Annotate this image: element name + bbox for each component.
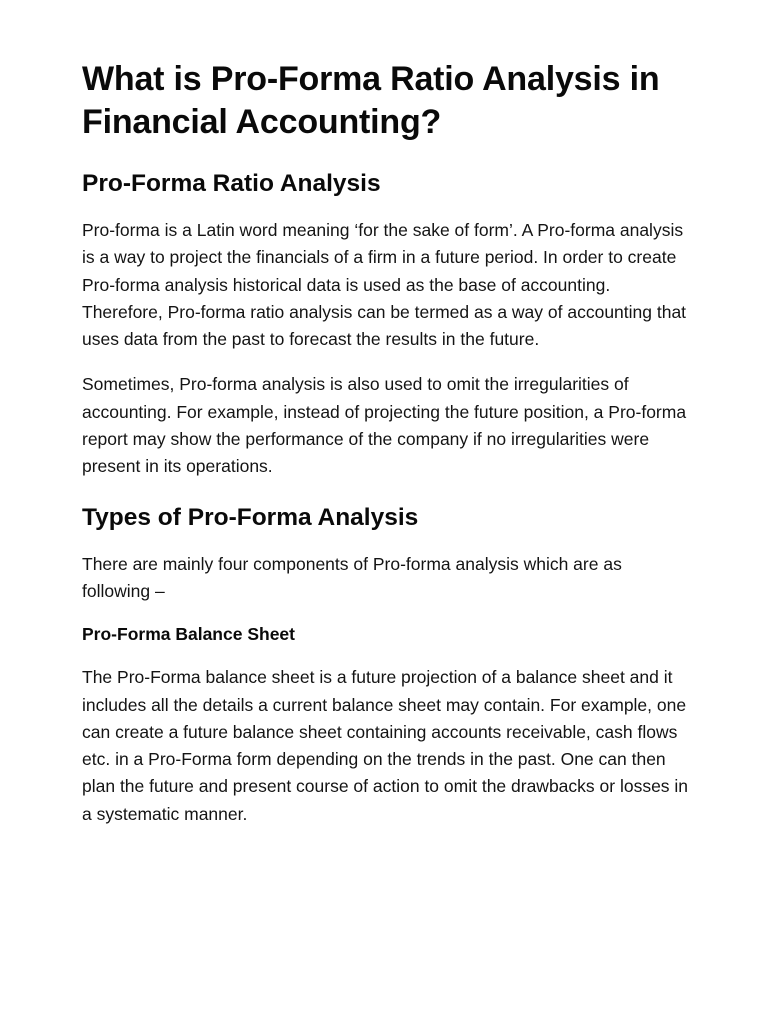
subsection-pro-forma-balance-sheet xyxy=(82,623,692,828)
paragraph: Pro-forma is a Latin word meaning ‘for the sake of form’. A Pro-forma analysis is a way to project the financials of a firm in a future period. In order to create Pro-forma analysis historical data is used as the base of accounting. Therefore, Pro-forma ratio analysis can be termed as a way of accounting that uses data from the past to forecast the results in the future. xyxy=(82,220,687,350)
section-pro-forma-ratio-analysis xyxy=(82,169,692,481)
article xyxy=(82,58,692,828)
paragraph: There are mainly four components of Pro-forma analysis which are as following – xyxy=(82,553,622,601)
paragraph: The Pro-Forma balance sheet is a future projection of a balance sheet and it includes all the details a current balance sheet may contain. For example, one can create a future balance sheet containing accounts receivable, cash flows etc. in a Pro-Forma form depending on the trends in the past. One can then plan the future and present course of action to omit the drawbacks or losses in a systematic manner. xyxy=(82,667,689,824)
section-heading: Types of Pro-Forma Analysis xyxy=(82,503,419,531)
subsection-heading: Pro-Forma Balance Sheet xyxy=(82,624,295,645)
section-heading: Pro-Forma Ratio Analysis xyxy=(82,170,381,197)
section-types-of-pro-forma-analysis xyxy=(82,503,692,828)
page-title: What is Pro-Forma Ratio Analysis in Financial Accounting? xyxy=(82,60,660,141)
paragraph: Sometimes, Pro-forma analysis is also used to omit the irregularities of accounting. For example, instead of projecting the future position, a Pro-forma report may show the performance of the company if no irregularities were present in its operations. xyxy=(82,374,687,477)
